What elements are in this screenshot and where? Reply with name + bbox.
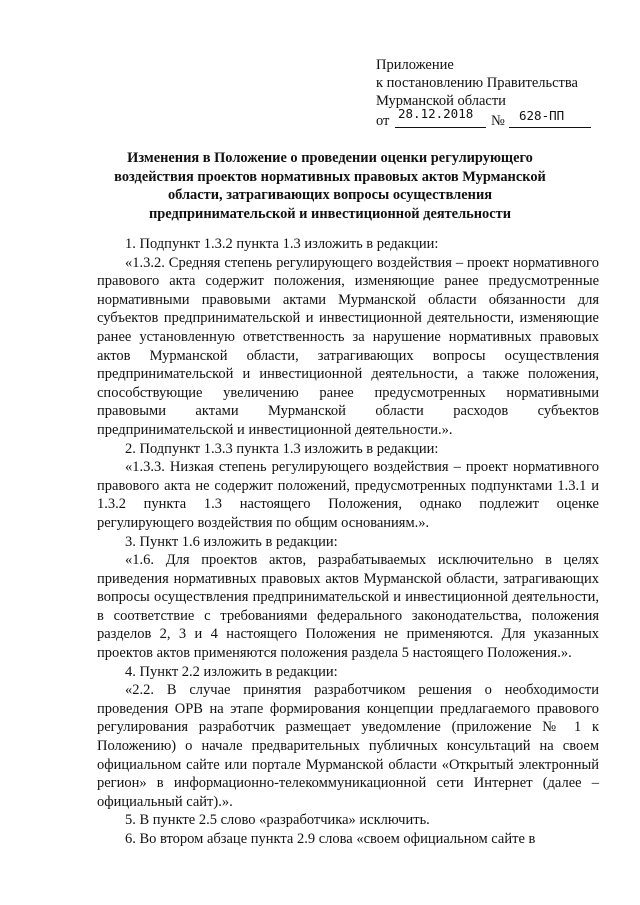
appendix-line-3: Мурманской области — [376, 93, 506, 109]
number-prefix: № — [491, 113, 505, 129]
paragraph: 1. Подпункт 1.3.2 пункта 1.3 изложить в редакции: — [125, 236, 439, 252]
appendix-header — [376, 56, 578, 130]
document-title: Изменения в Положение о проведении оценки регулирующего воздействия проектов нормативных правовых актов Мурманской области, затрагивающих вопросы осуществления предпринимательской и инвестиционной деятельности — [114, 150, 546, 222]
paragraph: 6. Во втором абзаце пункта 2.9 слова «своем официальном сайте в — [125, 831, 536, 847]
number-underline — [509, 127, 591, 128]
date-prefix: от — [376, 113, 390, 129]
paragraph: «1.3.2. Средняя степень регулирующего воздействия – проект нормативного правового акта содержит положения, изменяющие ранее предусмотренные нормативными правовыми актами Мурманской области обязанности для субъектов предпринимательской и инвестиционной деятельности, изменяющие ранее установленную ответственность за нарушение нормативных правовых актов Мурманской области, затрагивающих вопросы осуществления предпринимательской и инвестиционной деятельности, а также положения, способствующие увеличению ранее предусмотренных нормативными правовыми актами Мурманской области расходов субъектов предпринимательской и инвестиционной деятельности.». — [97, 254, 599, 438]
document-date: 28.12.2018 — [398, 106, 474, 121]
paragraph: 4. Пункт 2.2 изложить в редакции: — [125, 663, 338, 680]
paragraph: «2.2. В случае принятия разработчиком решения о необходимости проведения ОРВ на этапе формирования концепции предлагаемого правового регулирования разработчик размещает уведомление (приложение № 1 к Положению) о начале предварительных публичных консультаций на своем официальном сайте или портале Мурманской области «Открытый электронный регион» в информационно-телекоммуникационной сети Интернет (далее – официальный сайт).». — [97, 682, 599, 810]
document-number: 628-ПП — [519, 108, 565, 123]
date-number-row — [376, 106, 578, 130]
paragraph: «1.6. Для проектов актов, разрабатываемых исключительно в целях приведения нормативных правовых актов Мурманской области, затрагивающих вопросы осуществления предпринимательской и инвестиционной деятельности, в соответствие с требованиями федерального законодательства, положения разделов 2, 3 и 4 настоящего Положения не применяются. Для указанных проектов актов применяются положения раздела 5 настоящего Положения.». — [97, 552, 599, 662]
date-underline — [395, 127, 486, 128]
appendix-line-1: Приложение — [376, 57, 454, 73]
paragraph: 3. Пункт 1.6 изложить в редакции: — [125, 533, 338, 550]
appendix-line-2: к постановлению Правительства — [376, 75, 578, 91]
document-body — [97, 235, 599, 849]
paragraph: «1.3.3. Низкая степень регулирующего воздействия – проект нормативного правового акта не содержит положений, предусмотренных подпунктами 1.3.1 и 1.3.2 пункта 1.3 настоящего Положения, однако подлежит оценке регулирующего воздействия по общим основаниям.». — [97, 459, 599, 531]
paragraph: 2. Подпункт 1.3.3 пункта 1.3 изложить в редакции: — [125, 440, 439, 457]
paragraph: 5. В пункте 2.5 слово «разработчика» исключить. — [125, 812, 430, 829]
